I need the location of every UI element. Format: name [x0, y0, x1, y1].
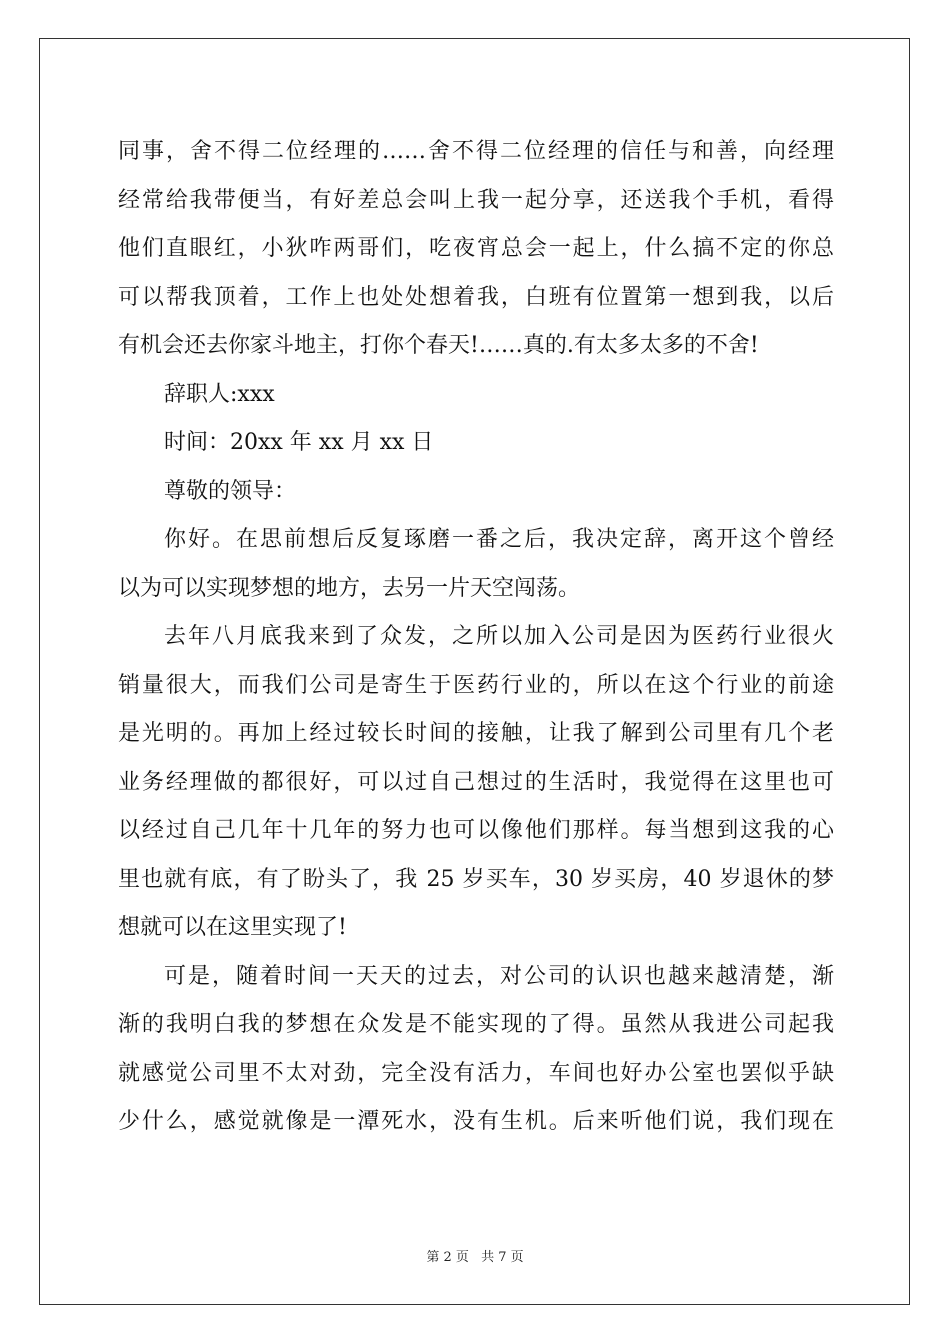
signature-line: 辞职人:xxx — [164, 381, 275, 407]
document-body — [118, 128, 834, 1147]
date-line: 时间：20xx 年 xx 月 xx 日 — [164, 430, 434, 455]
text-line: 同事，舍不得二位经理的……舍不得二位经理的信任与和善，向经理 — [118, 139, 834, 164]
text-line: 渐的我明白我的梦想在众发是不能实现的了得。虽然从我进公司起我 — [118, 1012, 834, 1037]
paragraph-background — [118, 613, 834, 953]
text-line: 业务经理做的都很好，可以过自己想过的生活时，我觉得在这里也可 — [118, 769, 834, 795]
salutation-line: 尊敬的领导： — [164, 478, 297, 504]
text-line: 想就可以在这里实现了! — [118, 915, 347, 940]
text-line: 以为可以实现梦想的地方，去另一片天空闯荡。 — [118, 575, 581, 601]
text-line: 去年八月底我来到了众发，之所以加入公司是因为医药行业很火 — [164, 624, 834, 649]
text-line: 是光明的。再加上经过较长时间的接触，让我了解到公司里有几个老 — [118, 721, 834, 746]
text-line: 销量很大，而我们公司是寄生于医药行业的，所以在这个行业的前途 — [118, 672, 834, 698]
text-line: 以经过自己几年十几年的努力也可以像他们那样。每当想到这我的心 — [118, 818, 834, 843]
text-line: 他们直眼红，小狄咋两哥们，吃夜宵总会一起上，什么搞不定的你总 — [118, 236, 834, 261]
text-line: 有机会还去你家斗地主，打你个春天!……真的.有太多太多的不舍! — [118, 333, 759, 358]
text-line: 可是，随着时间一天天的过去，对公司的认识也越来越清楚，渐 — [164, 963, 834, 989]
text-line: 少什么，感觉就像是一潭死水，没有生机。后来听他们说，我们现在 — [118, 1109, 834, 1134]
text-line: 经常给我带便当，有好差总会叫上我一起分享，还送我个手机，看得 — [118, 187, 834, 213]
text-line: 可以帮我顶着，工作上也处处想着我，白班有位置第一想到我，以后 — [118, 284, 834, 310]
page-number-total: 共 7 页 — [481, 1250, 524, 1265]
paragraph-farewell — [118, 128, 834, 371]
page-number-current: 第 2 页 — [426, 1250, 469, 1265]
page-footer — [0, 1246, 950, 1265]
paragraph-realization — [118, 953, 834, 1147]
text-line: 里也就有底，有了盼头了，我 25 岁买车，30 岁买房，40 岁退休的梦 — [118, 866, 834, 892]
text-line: 你好。在思前想后反复琢磨一番之后，我决定辞，离开这个曾经 — [164, 527, 834, 552]
text-line: 就感觉公司里不太对劲，完全没有活力，车间也好办公室也罢似乎缺 — [118, 1060, 834, 1086]
paragraph-greeting — [118, 516, 834, 613]
